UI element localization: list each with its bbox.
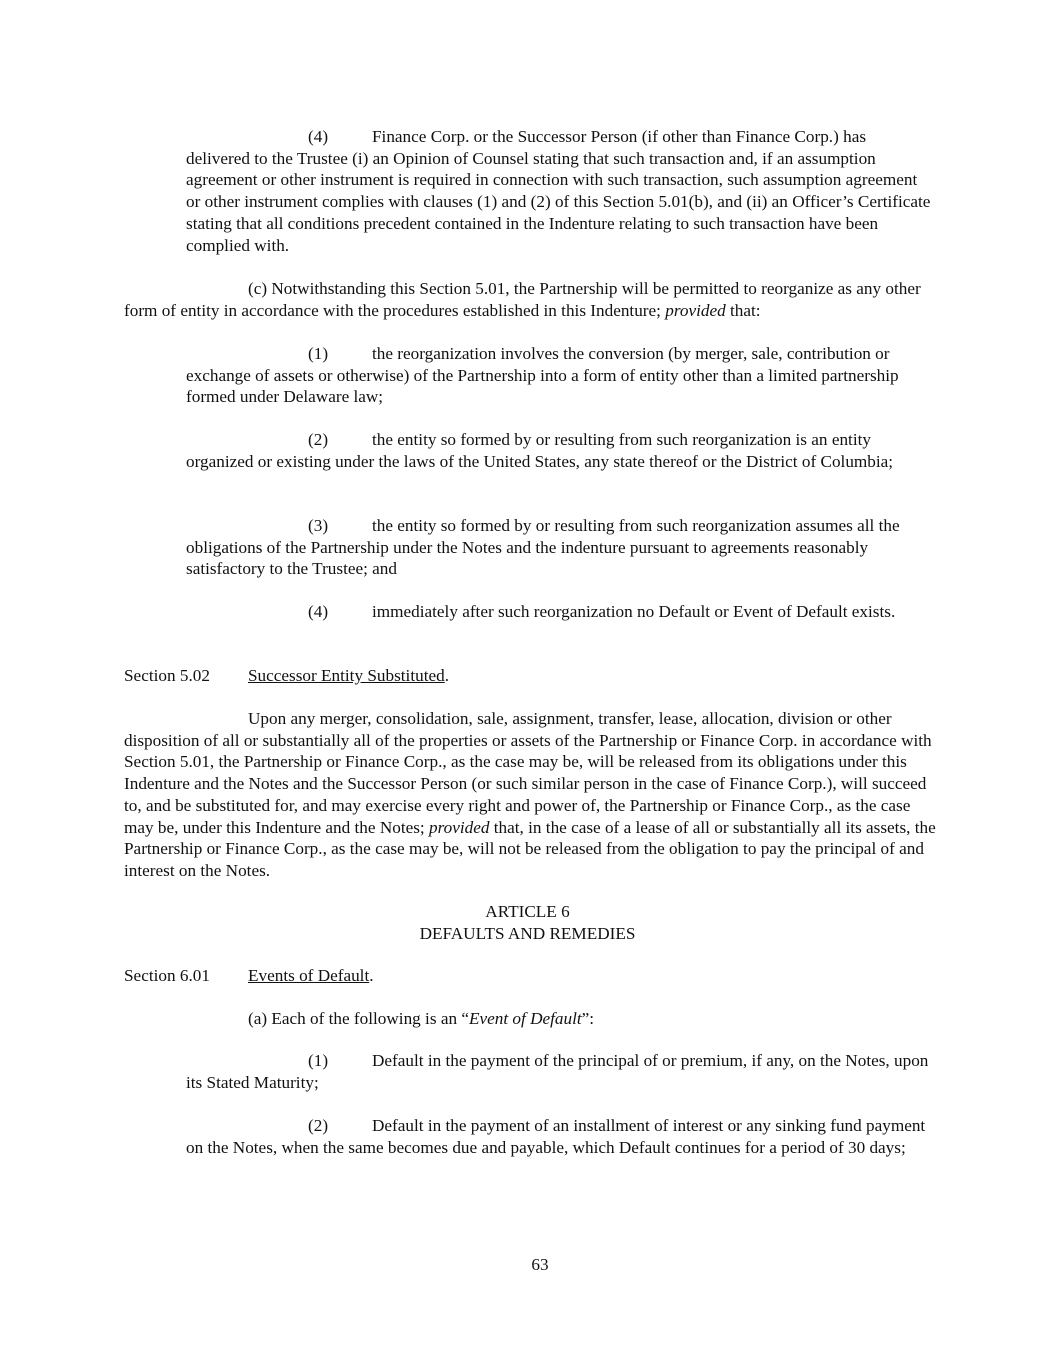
clause-text: the entity so formed by or resulting from such reorganization is an entity organized or existing under the laws of the United States, any state thereof or the District of Columbia; bbox=[186, 430, 894, 471]
clause-text: the entity so formed by or resulting from such reorganization assumes all the obligations of the Partnership under the Notes and the indenture pursuant to agreements reasonably satisfactory to the Trustee; and bbox=[186, 516, 900, 579]
clause-number: (1) bbox=[308, 1051, 329, 1070]
clause-601a2 bbox=[186, 1115, 931, 1158]
section-heading-502: Section 5.02 Successor Entity Substituted. bbox=[124, 666, 449, 685]
provided-term: provided bbox=[429, 817, 490, 837]
section-title: Events of Default bbox=[248, 966, 370, 985]
clause-c-text: (c) Notwithstanding this Section 5.01, the Partnership will be permitted to reorganize as any other form of entity in accordance with the procedures established in this Indenture; bbox=[124, 279, 921, 320]
clause-number: (4) bbox=[308, 127, 329, 146]
article-title: DEFAULTS AND REMEDIES bbox=[419, 924, 636, 943]
clause-number: (2) bbox=[308, 430, 329, 449]
defined-term: Event of Default bbox=[468, 1009, 582, 1028]
clause-number: (1) bbox=[308, 344, 329, 363]
clause-number: (2) bbox=[308, 1116, 329, 1135]
clause-601a1 bbox=[186, 1050, 931, 1093]
clause-text: Default in the payment of an installment of interest or any sinking fund payment on the Notes, when the same becomes due and payable, which Default continues for a period of 30 days; bbox=[186, 1116, 926, 1157]
section-heading-601: Section 6.01 Events of Default. bbox=[124, 966, 374, 985]
page-number: 63 bbox=[531, 1255, 549, 1274]
article-heading: ARTICLE 6 bbox=[485, 902, 570, 921]
section-502-body bbox=[124, 708, 939, 882]
clause-text: the reorganization involves the conversion (by merger, sale, contribution or exchange of assets or otherwise) of the Partnership into a form of entity other than a limited partnership formed under Delaware law; bbox=[186, 344, 899, 407]
body-text: Upon any merger, consolidation, sale, assignment, transfer, lease, allocation, division or other disposition of all or substantially all of the properties or assets of the Partnership or Finance Corp. in accordance with Section 5.01, the Partnership or Finance Corp., as the case may be, will be released from its obligations under this Indenture and the Notes and the Successor Person (or such similar person in the case of Finance Corp.), will succeed to, and be substituted for, and may exercise every right and power of, the Partnership or Finance Corp., as the case may be, under this Indenture and the Notes; bbox=[124, 709, 932, 837]
clause-number: (3) bbox=[308, 516, 329, 535]
section-title: Successor Entity Substituted bbox=[248, 666, 445, 685]
clause-text: Finance Corp. or the Successor Person (if other than Finance Corp.) has delivered to the Trustee (i) an Opinion of Counsel stating that such transaction and, if an assumption agreement or other instrument is required in connection with such transaction, such assumption agreement or other instrument complies with clauses (1) and (2) of this Section 5.01(b), and (ii) an Officer’s Certificate stating that all conditions precedent contained in the Indenture relating to such transaction have been complied with. bbox=[186, 127, 931, 255]
clause-b4 bbox=[186, 126, 931, 256]
clause-text: immediately after such reorganization no Default or Event of Default exists. bbox=[372, 602, 896, 621]
clause-number: (4) bbox=[308, 602, 329, 621]
provided-term: provided bbox=[665, 300, 726, 320]
section-number: Section 6.01 bbox=[124, 966, 210, 985]
clause-c3 bbox=[186, 515, 931, 580]
clause-text: Default in the payment of the principal of or premium, if any, on the Notes, upon its Stated Maturity; bbox=[186, 1051, 929, 1092]
section-number: Section 5.02 bbox=[124, 666, 210, 685]
clause-c-tail: that: bbox=[725, 300, 761, 320]
clause-c1 bbox=[186, 343, 931, 408]
body-tail: that, in the case of a lease of all or substantially all its assets, the Partnership or Finance Corp., as the case may be, will not be released from the obligation to pay the principal of and interest on the Notes. bbox=[124, 817, 936, 880]
clause-c4 bbox=[186, 601, 916, 623]
clause-601a: (a) Each of the following is an “Event of Default”: bbox=[248, 1009, 595, 1028]
clause-c bbox=[124, 278, 924, 321]
clause-c2 bbox=[186, 429, 931, 472]
